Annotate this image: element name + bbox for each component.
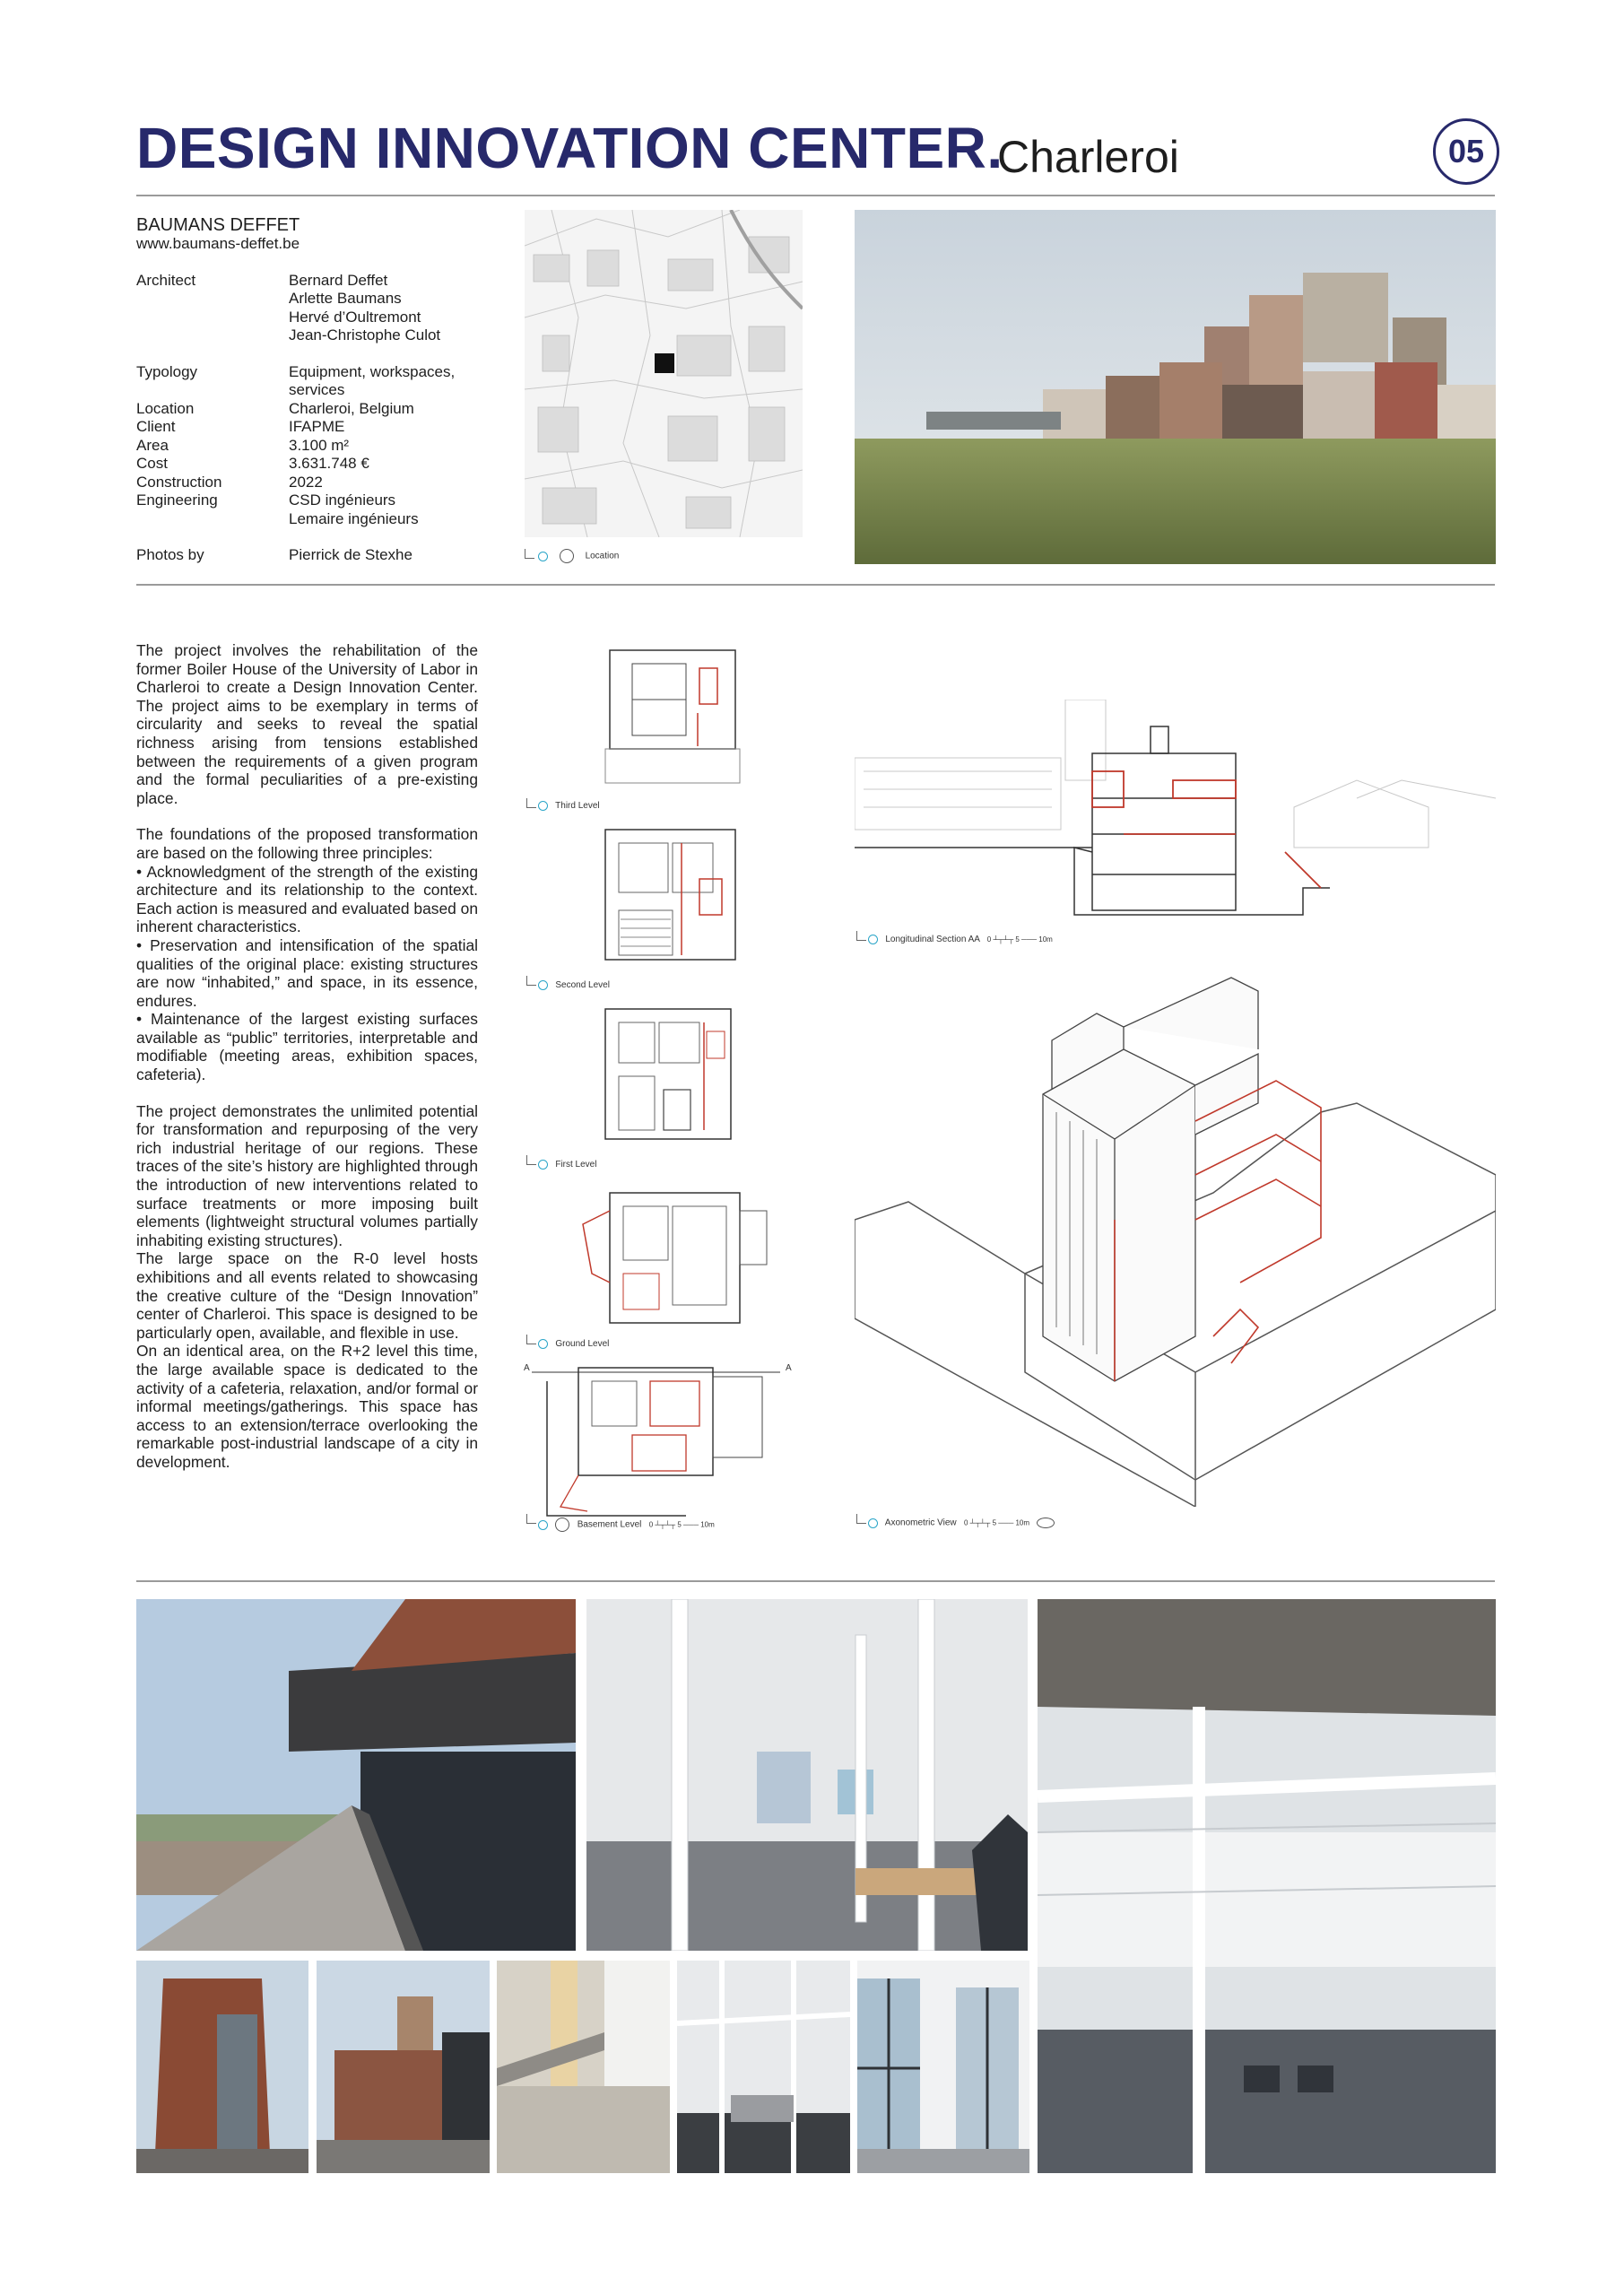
north-arrow-icon xyxy=(555,1518,569,1532)
info-row-architect xyxy=(136,272,495,345)
info-value: IFAPME xyxy=(289,418,345,435)
caption-mark-icon xyxy=(538,1160,548,1170)
caption-text: Second Level xyxy=(555,980,610,991)
info-row-photos xyxy=(136,546,495,565)
paragraph: The project involves the rehabilitation of the former Boiler House of the University of Labor in Charleroi to create a Design Innovation Center. The project aims to be exemplary in terms of circularity and seeks to reveal the spatial richness arising from tensions established between the requirements of a given program and the formal peculiarities of a pre-existing place. xyxy=(136,641,478,807)
info-value: Lemaire ingénieurs xyxy=(289,509,419,527)
paragraph: On an identical area, on the R+2 level this time, the large available space is dedicated to the activity of a cafeteria, relaxation, and/or formal or informal meetings/gatherings. This space has access to an extension/terrace overlooking the remarkable post-industrial landscape of a city in development. xyxy=(136,1342,478,1471)
info-row-construction xyxy=(136,474,495,492)
caption-second-level xyxy=(538,980,610,990)
firm-name: BAUMANS DEFFET xyxy=(136,215,300,235)
bullet-item: • Acknowledgment of the strength of the existing architecture and its relationship to the context. Each action is measured and evaluated based on inherent characteristics. xyxy=(136,862,478,936)
caption-basement-level xyxy=(538,1518,715,1532)
info-key: Engineering xyxy=(136,491,218,509)
scale-bar: 0 ┴┬┴┬ 5 ─── 10m xyxy=(964,1518,1030,1527)
caption-ground-level xyxy=(538,1339,609,1349)
scale-bar: 0 ┴┬┴┬ 5 ─── 10m xyxy=(648,1520,715,1529)
caption-tick xyxy=(526,1155,536,1165)
caption-mark-icon xyxy=(538,1520,548,1530)
paragraph: The project demonstrates the unlimited potential for transformation and repurposing of the very rich industrial heritage of our regions. These traces of the site’s history are highlighted through the introduction of new interventions related to surface treatments or more imposing built elements (lightweight structural volumes partially inhabiting existing structures). xyxy=(136,1101,478,1249)
caption-longitudinal-section xyxy=(868,935,1053,944)
north-arrow-icon xyxy=(1037,1518,1055,1528)
caption-mark-icon xyxy=(868,1518,878,1528)
info-row-area xyxy=(136,437,495,456)
bullet-item: • Preservation and intensification of the spatial qualities of the original place: existing structures are now “inhabited,” and space, in its essence, endures. xyxy=(136,935,478,1010)
plan-ground-level xyxy=(574,1184,771,1327)
info-value: Hervé d’Oultremont xyxy=(289,308,421,326)
north-arrow-icon xyxy=(560,549,574,563)
caption-text: First Level xyxy=(555,1160,597,1170)
caption-mark-icon xyxy=(538,980,548,990)
header-divider xyxy=(136,195,1495,196)
plan-first-level xyxy=(592,1004,753,1144)
paragraph: The foundations of the proposed transformation are based on the following three principles: xyxy=(136,825,478,862)
info-value: Bernard Deffet xyxy=(289,271,388,289)
paragraph: The large space on the R-0 level hosts exhibitions and all events related to showcasing the creative culture of the “Design Innovation” center of Charleroi. This space is designed to be particularly open, available, and flexible in use. xyxy=(136,1249,478,1342)
info-value: 3.631.748 € xyxy=(289,455,369,472)
caption-text: Axonometric View xyxy=(884,1518,957,1528)
section-divider-bottom xyxy=(136,1580,1495,1582)
page-title: DESIGN INNOVATION CENTER. xyxy=(136,116,1003,180)
caption-mark-icon xyxy=(868,935,878,944)
caption-location xyxy=(538,549,619,563)
caption-tick xyxy=(856,931,866,941)
caption-text: Ground Level xyxy=(555,1339,610,1350)
info-row-client xyxy=(136,418,495,437)
page-subtitle-city: Charleroi xyxy=(997,132,1179,182)
caption-text: Third Level xyxy=(555,801,600,812)
caption-tick xyxy=(526,1514,536,1524)
project-info xyxy=(136,215,495,565)
scale-bar: 0 ┴┬┴┬ 5 ─── 10m xyxy=(986,935,1053,944)
caption-mark-icon xyxy=(538,552,548,561)
caption-text: Location xyxy=(585,551,620,561)
photo-exhibition-hall xyxy=(586,1599,1028,1951)
info-value: 3.100 m² xyxy=(289,436,350,454)
section-mark-left: A xyxy=(524,1363,530,1373)
plan-basement-level xyxy=(525,1363,794,1520)
info-key: Location xyxy=(136,399,195,417)
photo-facade-tower xyxy=(136,1961,308,2173)
photo-street-view xyxy=(317,1961,490,2173)
info-key: Architect xyxy=(136,271,196,289)
page-number-badge: 05 xyxy=(1433,118,1499,185)
photo-terrace xyxy=(136,1599,576,1951)
info-key: Cost xyxy=(136,455,168,472)
info-row-cost xyxy=(136,455,495,474)
location-map xyxy=(525,210,803,537)
caption-tick xyxy=(856,1514,866,1524)
info-value: Pierrick de Stexhe xyxy=(289,546,413,563)
info-key: Area xyxy=(136,436,169,454)
axonometric-drawing xyxy=(855,951,1496,1507)
firm-website: www.baumans-deffet.be xyxy=(136,235,300,252)
caption-axonometric-view xyxy=(868,1518,1055,1528)
project-description xyxy=(136,641,478,1472)
plan-second-level xyxy=(592,825,753,964)
photo-window-hall xyxy=(857,1961,1029,2173)
photo-structure-interior xyxy=(677,1961,850,2173)
info-key: Construction xyxy=(136,473,222,491)
info-value: Charleroi, Belgium xyxy=(289,399,414,417)
plan-third-level xyxy=(592,646,753,785)
caption-mark-icon xyxy=(538,1339,548,1349)
info-row-typology xyxy=(136,363,495,400)
caption-text: Basement Level xyxy=(577,1519,642,1530)
info-key: Typology xyxy=(136,362,198,380)
caption-tick xyxy=(526,1335,536,1344)
info-value: Equipment, workspaces, services xyxy=(289,362,456,398)
photo-mezzanine-interior xyxy=(1038,1599,1496,2173)
longitudinal-section-drawing xyxy=(855,700,1496,928)
info-key: Photos by xyxy=(136,546,204,563)
photo-stair-detail xyxy=(497,1961,670,2173)
info-value: 2022 xyxy=(289,473,323,491)
hero-photo-exterior xyxy=(855,210,1496,564)
caption-tick xyxy=(525,549,534,559)
caption-mark-icon xyxy=(538,801,548,811)
info-value: Arlette Baumans xyxy=(289,290,402,307)
section-mark-right: A xyxy=(786,1363,792,1373)
caption-text: Longitudinal Section AA xyxy=(885,935,980,945)
caption-third-level xyxy=(538,801,600,811)
section-divider-top xyxy=(136,584,1495,586)
info-row-engineering xyxy=(136,491,495,528)
info-value: CSD ingénieurs xyxy=(289,491,396,509)
info-key: Client xyxy=(136,418,176,435)
bullet-item: • Maintenance of the largest existing surfaces available as “public” territories, interpretable and modifiable (meeting areas, exhibition spaces, cafeteria). xyxy=(136,1010,478,1084)
caption-tick xyxy=(526,976,536,986)
caption-first-level xyxy=(538,1160,596,1170)
caption-tick xyxy=(526,798,536,808)
info-row-location xyxy=(136,400,495,419)
info-value: Jean-Christophe Culot xyxy=(289,326,441,344)
